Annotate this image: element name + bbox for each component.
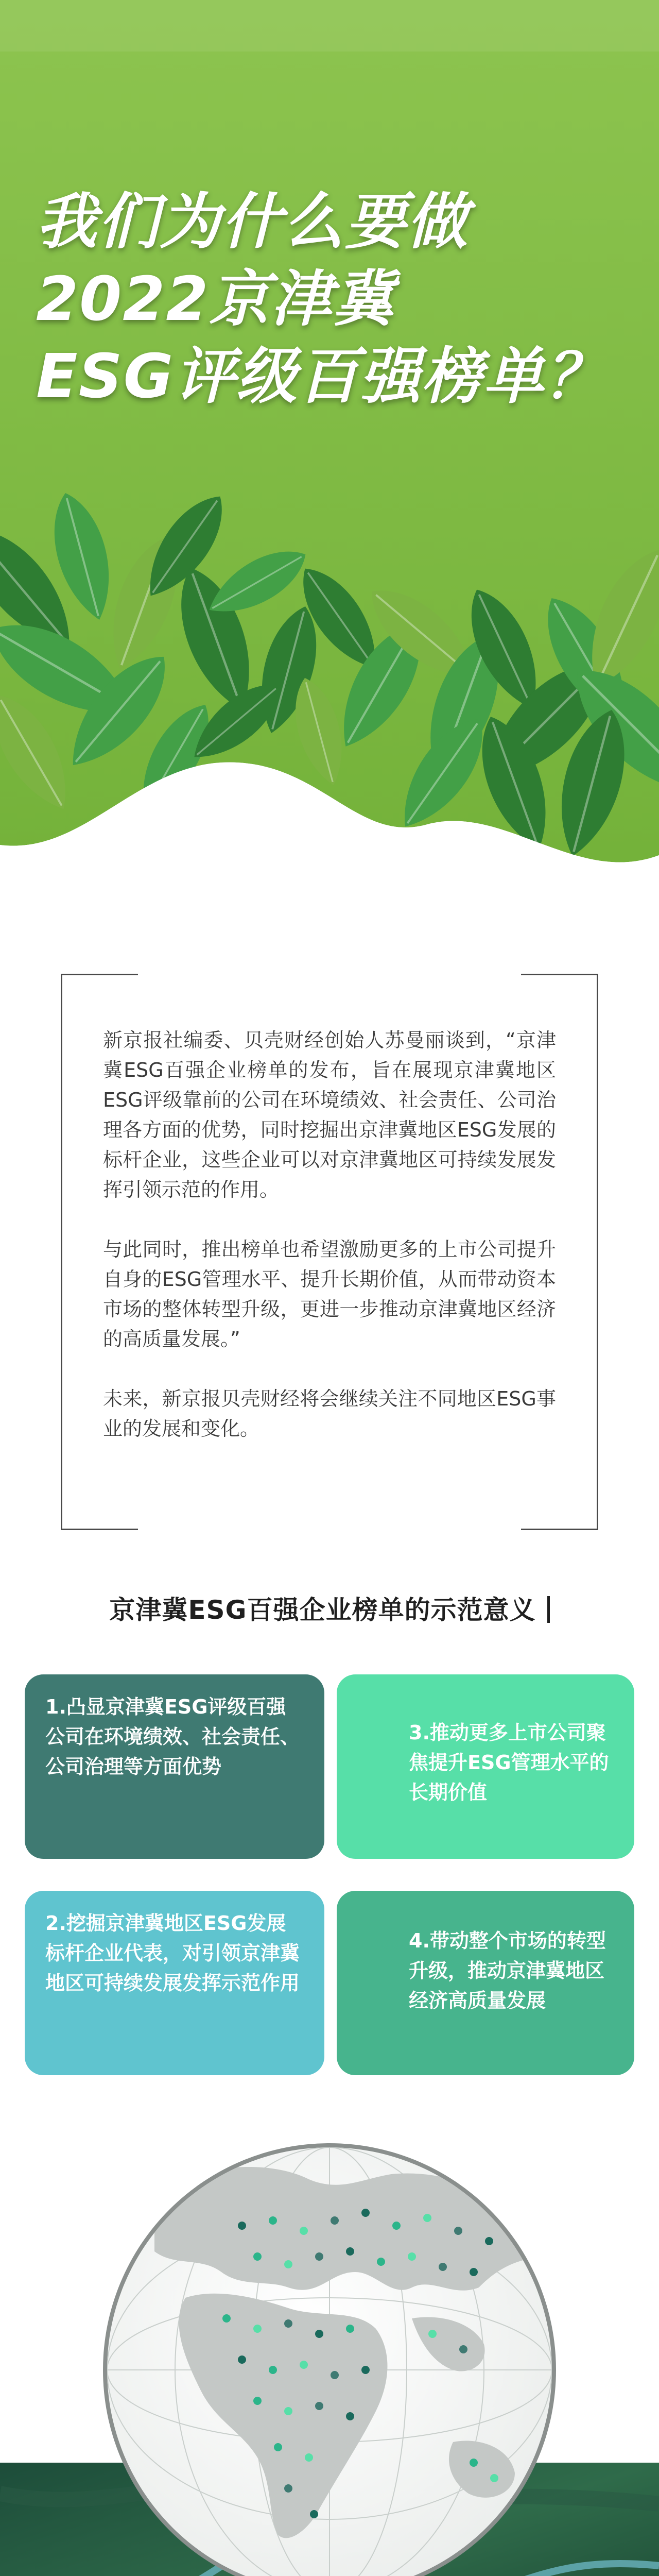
map-dot (315, 2402, 323, 2410)
map-dot (346, 2325, 354, 2333)
map-dot (361, 2366, 370, 2374)
frame-right-edge (597, 974, 598, 1530)
title-line-2: 2022京津冀 (36, 263, 395, 334)
map-dot (485, 2237, 493, 2245)
map-dot (305, 2453, 313, 2462)
map-dot (253, 2397, 262, 2405)
map-dot (269, 2366, 277, 2374)
quote-frame (61, 974, 598, 1530)
map-dot (253, 2325, 262, 2333)
map-dot (222, 2314, 231, 2323)
section-heading (0, 1589, 659, 1626)
map-dot (238, 2222, 246, 2230)
map-dot (439, 2263, 447, 2271)
map-dot (315, 2330, 323, 2338)
map-dot (377, 2258, 385, 2266)
map-dot (300, 2361, 308, 2369)
map-dot (392, 2222, 401, 2230)
significance-card-3 (337, 1674, 634, 1859)
frame-left-edge (61, 974, 62, 1530)
significance-card-4 (337, 1891, 634, 2075)
map-dot (459, 2345, 467, 2353)
title-line-3: ESG评级百强榜单？ (36, 341, 607, 412)
map-dot (284, 2407, 292, 2415)
card-text: 4.带动整个市场的转型升级，推动京津冀地区经济高质量发展 (409, 1929, 606, 2012)
quote-paragraph-2: 与此同时，推出榜单也希望激励更多的上市公司提升自身的ESG管理水平、提升长期价值，从而带动资本市场的整体转型升级，更进一步推动京津冀地区经济的高质量发展。” (103, 1238, 556, 1350)
map-dot (346, 2247, 354, 2256)
map-dot (253, 2252, 262, 2261)
quote-body (103, 1025, 556, 1473)
map-dot (470, 2459, 478, 2467)
map-dot (284, 2260, 292, 2268)
map-dot (408, 2252, 416, 2261)
card-text: 2.挖掘京津冀地区ESG发展标杆企业代表，对引领京津冀地区可持续发展发挥示范作用 (45, 1912, 300, 1994)
card-text: 3.推动更多上市公司聚焦提升ESG管理水平的长期价值 (409, 1721, 609, 1804)
map-dot (361, 2209, 370, 2217)
map-dot (346, 2412, 354, 2420)
map-dot (315, 2252, 323, 2261)
map-dot (274, 2443, 282, 2451)
map-dot (428, 2330, 437, 2338)
map-dot (284, 2319, 292, 2328)
map-dot (238, 2355, 246, 2364)
map-dot (284, 2484, 292, 2493)
map-dot (300, 2227, 308, 2235)
map-dot (310, 2510, 318, 2518)
hero-banner (0, 0, 659, 927)
map-dot (490, 2474, 498, 2482)
page-title (36, 183, 644, 415)
heading-bar-decoration (547, 1596, 550, 1623)
map-dot (423, 2214, 431, 2222)
frame-corner-bottom-left (61, 1468, 138, 1530)
title-line-1: 我们为什么要做 (36, 186, 469, 257)
quote-paragraph-1: 新京报社编委、贝壳财经创始人苏曼丽谈到，“京津冀ESG百强企业榜单的发布，旨在展现京津冀地区ESG评级靠前的公司在环境绩效、社会责任、公司治理各方面的优势，同时挖掘出京津冀地区ESG发展的标杆企业，这些企业可以对京津冀地区可持续发展发挥引领示范的作用。 (103, 1029, 556, 1201)
leaf-background-illustration (0, 0, 659, 927)
card-text: 1.凸显京津冀ESG评级百强公司在环境绩效、社会责任、公司治理等方面优势 (45, 1696, 300, 1778)
globe-illustration (0, 2102, 659, 2576)
map-dot (470, 2268, 478, 2276)
map-dot (331, 2216, 339, 2225)
map-dot (454, 2227, 462, 2235)
map-dot (331, 2371, 339, 2379)
map-dot (269, 2216, 277, 2225)
section-heading-text: 京津冀ESG百强企业榜单的示范意义 (109, 1595, 536, 1625)
quote-paragraph-3: 未来，新京报贝壳财经将会继续关注不同地区ESG事业的发展和变化。 (103, 1387, 556, 1440)
frame-corner-bottom-right (521, 1468, 598, 1530)
significance-card-2 (25, 1891, 324, 2075)
significance-card-1 (25, 1674, 324, 1859)
